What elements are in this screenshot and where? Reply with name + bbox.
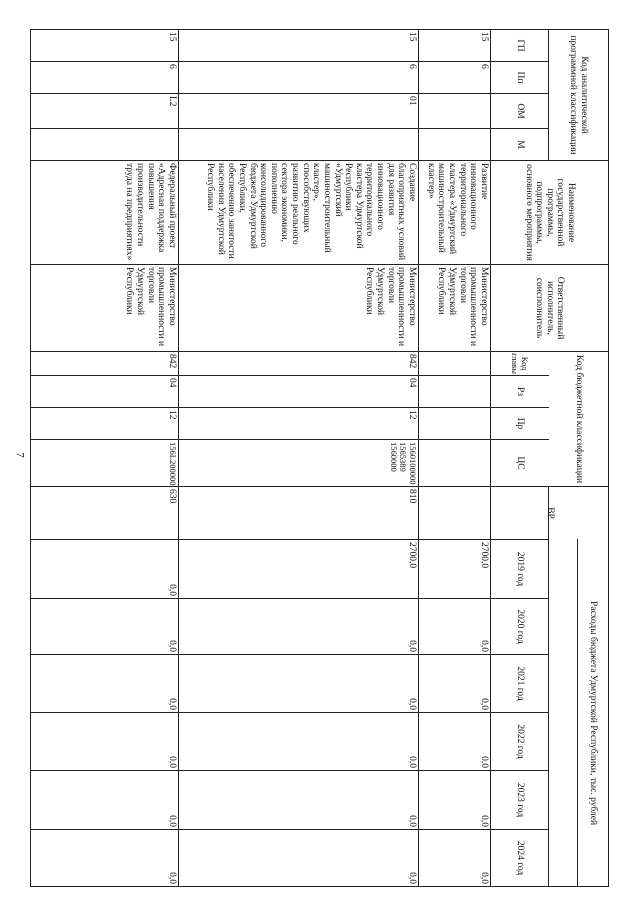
row-1-2023: 0,0 (479, 815, 489, 827)
row-1-2019: 2700,0 (479, 542, 489, 569)
row-1-gp: 15 (479, 32, 489, 42)
row-2-2022: 0,0 (407, 756, 417, 768)
row-2-pr: 12 (407, 410, 417, 420)
row-3-2021: 0,0 (167, 698, 177, 710)
row-1-pr (419, 408, 490, 439)
row-2-vr: 810 (407, 489, 417, 504)
row-2-2019: 2700,0 (407, 542, 417, 569)
row-2-cs: 1560100000 1565389 1560000 (388, 442, 418, 485)
row-2-gp: 15 (407, 32, 417, 42)
row-1-name: Развитие инновационного территориального кластера «Удмуртский машиностроительный кластер» (425, 163, 489, 255)
row-1-2020: 0,0 (479, 640, 489, 652)
row-2-2020: 0,0 (407, 640, 417, 652)
row-1-cs (419, 440, 490, 486)
header-pp: Пп (514, 71, 525, 84)
header-expenses: Расходы бюджета Удмуртской Республики, тыс. рублей (588, 600, 599, 826)
row-2-responsible: Министерство промышленности и торговли Удмуртской Республики (364, 267, 417, 347)
row-1-rz (419, 376, 490, 407)
row-2-pp: 6 (407, 64, 417, 69)
budget-table (30, 29, 609, 887)
row-1-vr (419, 487, 490, 539)
row-3-kod-glavy: 842 (167, 354, 177, 369)
row-3-name: Федеральный проект «Адресная поддержка повышения производительности труда на предприятиях» (124, 163, 177, 261)
header-m: М (514, 140, 525, 149)
header-year-2023: 2023 год (514, 782, 525, 818)
header-pr: Пр (514, 417, 525, 430)
header-year-2020: 2020 год (514, 609, 525, 644)
header-year-2022: 2022 год (514, 724, 525, 759)
header-kod-glavy: Код главы (510, 353, 531, 374)
row-3-responsible: Министерство промышленности и торговли Удмуртской Республики (124, 267, 177, 347)
header-name: Наименование государственной программы, подпрограммы, основного мероприятия (523, 164, 577, 261)
row-3-2023: 0,0 (167, 815, 177, 827)
header-year-2024: 2024 год (514, 840, 525, 876)
row-3-2020: 0,0 (167, 640, 177, 652)
row-3-2024: 0,0 (167, 872, 177, 884)
row-2-m (179, 129, 418, 160)
row-3-m (31, 129, 178, 160)
header-om: ОМ (514, 103, 525, 119)
header-cs: ЦС (514, 456, 525, 470)
row-2-rz: 04 (407, 378, 417, 388)
header-year-2021: 2021 год (514, 666, 525, 701)
row-1-responsible: Министерство промышленности и торговли Удмуртской Республики (436, 267, 489, 347)
row-3-pp: 6 (167, 64, 177, 69)
header-vr: ВР (544, 507, 555, 519)
row-2-name: Создание благоприятных условий для развития инновационного территориального кластера Удмуртской Республики «Удмуртский машиностроительный кластер», способствующих развитию реального сектора экономики, пополнению консолидированного бюджета Удмуртской Республики, обеспечению занятости населения Удмуртской Республики (205, 163, 417, 261)
header-gp: ГП (514, 39, 525, 52)
row-1-kod-glavy (419, 352, 490, 375)
row-3-vr: 630 (167, 489, 177, 504)
header-budget-code: Код бюджетной классификации (573, 354, 584, 484)
header-year-2019: 2019 год (514, 551, 525, 587)
row-1-om (419, 94, 490, 128)
row-3-pr: 12 (167, 410, 177, 420)
row-2-2024: 0,0 (407, 872, 417, 884)
row-3-om: L2 (167, 96, 177, 107)
row-2-om: 01 (407, 96, 417, 106)
row-2-2023: 0,0 (407, 815, 417, 827)
row-2-2021: 0,0 (407, 698, 417, 710)
row-3-gp: 15 (167, 32, 177, 42)
header-responsible: Ответственный исполнитель, соисполнитель (534, 276, 566, 340)
row-1-2021: 0,0 (479, 698, 489, 710)
page-number: 7 (13, 452, 26, 458)
row-1-2022: 0,0 (479, 756, 489, 768)
row-3-cs: 156L200000 (168, 442, 178, 486)
row-3-rz: 04 (167, 378, 177, 388)
row-3-2019: 0,0 (167, 584, 177, 596)
row-3-2022: 0,0 (167, 756, 177, 768)
row-2-kod-glavy: 842 (407, 354, 417, 369)
row-1-m (419, 129, 490, 160)
row-1-pp: 6 (479, 64, 489, 69)
header-rz: Рз (514, 386, 525, 397)
row-1-2024: 0,0 (479, 872, 489, 884)
header-analytic-code: Код аналитической программной классификации (568, 35, 590, 155)
